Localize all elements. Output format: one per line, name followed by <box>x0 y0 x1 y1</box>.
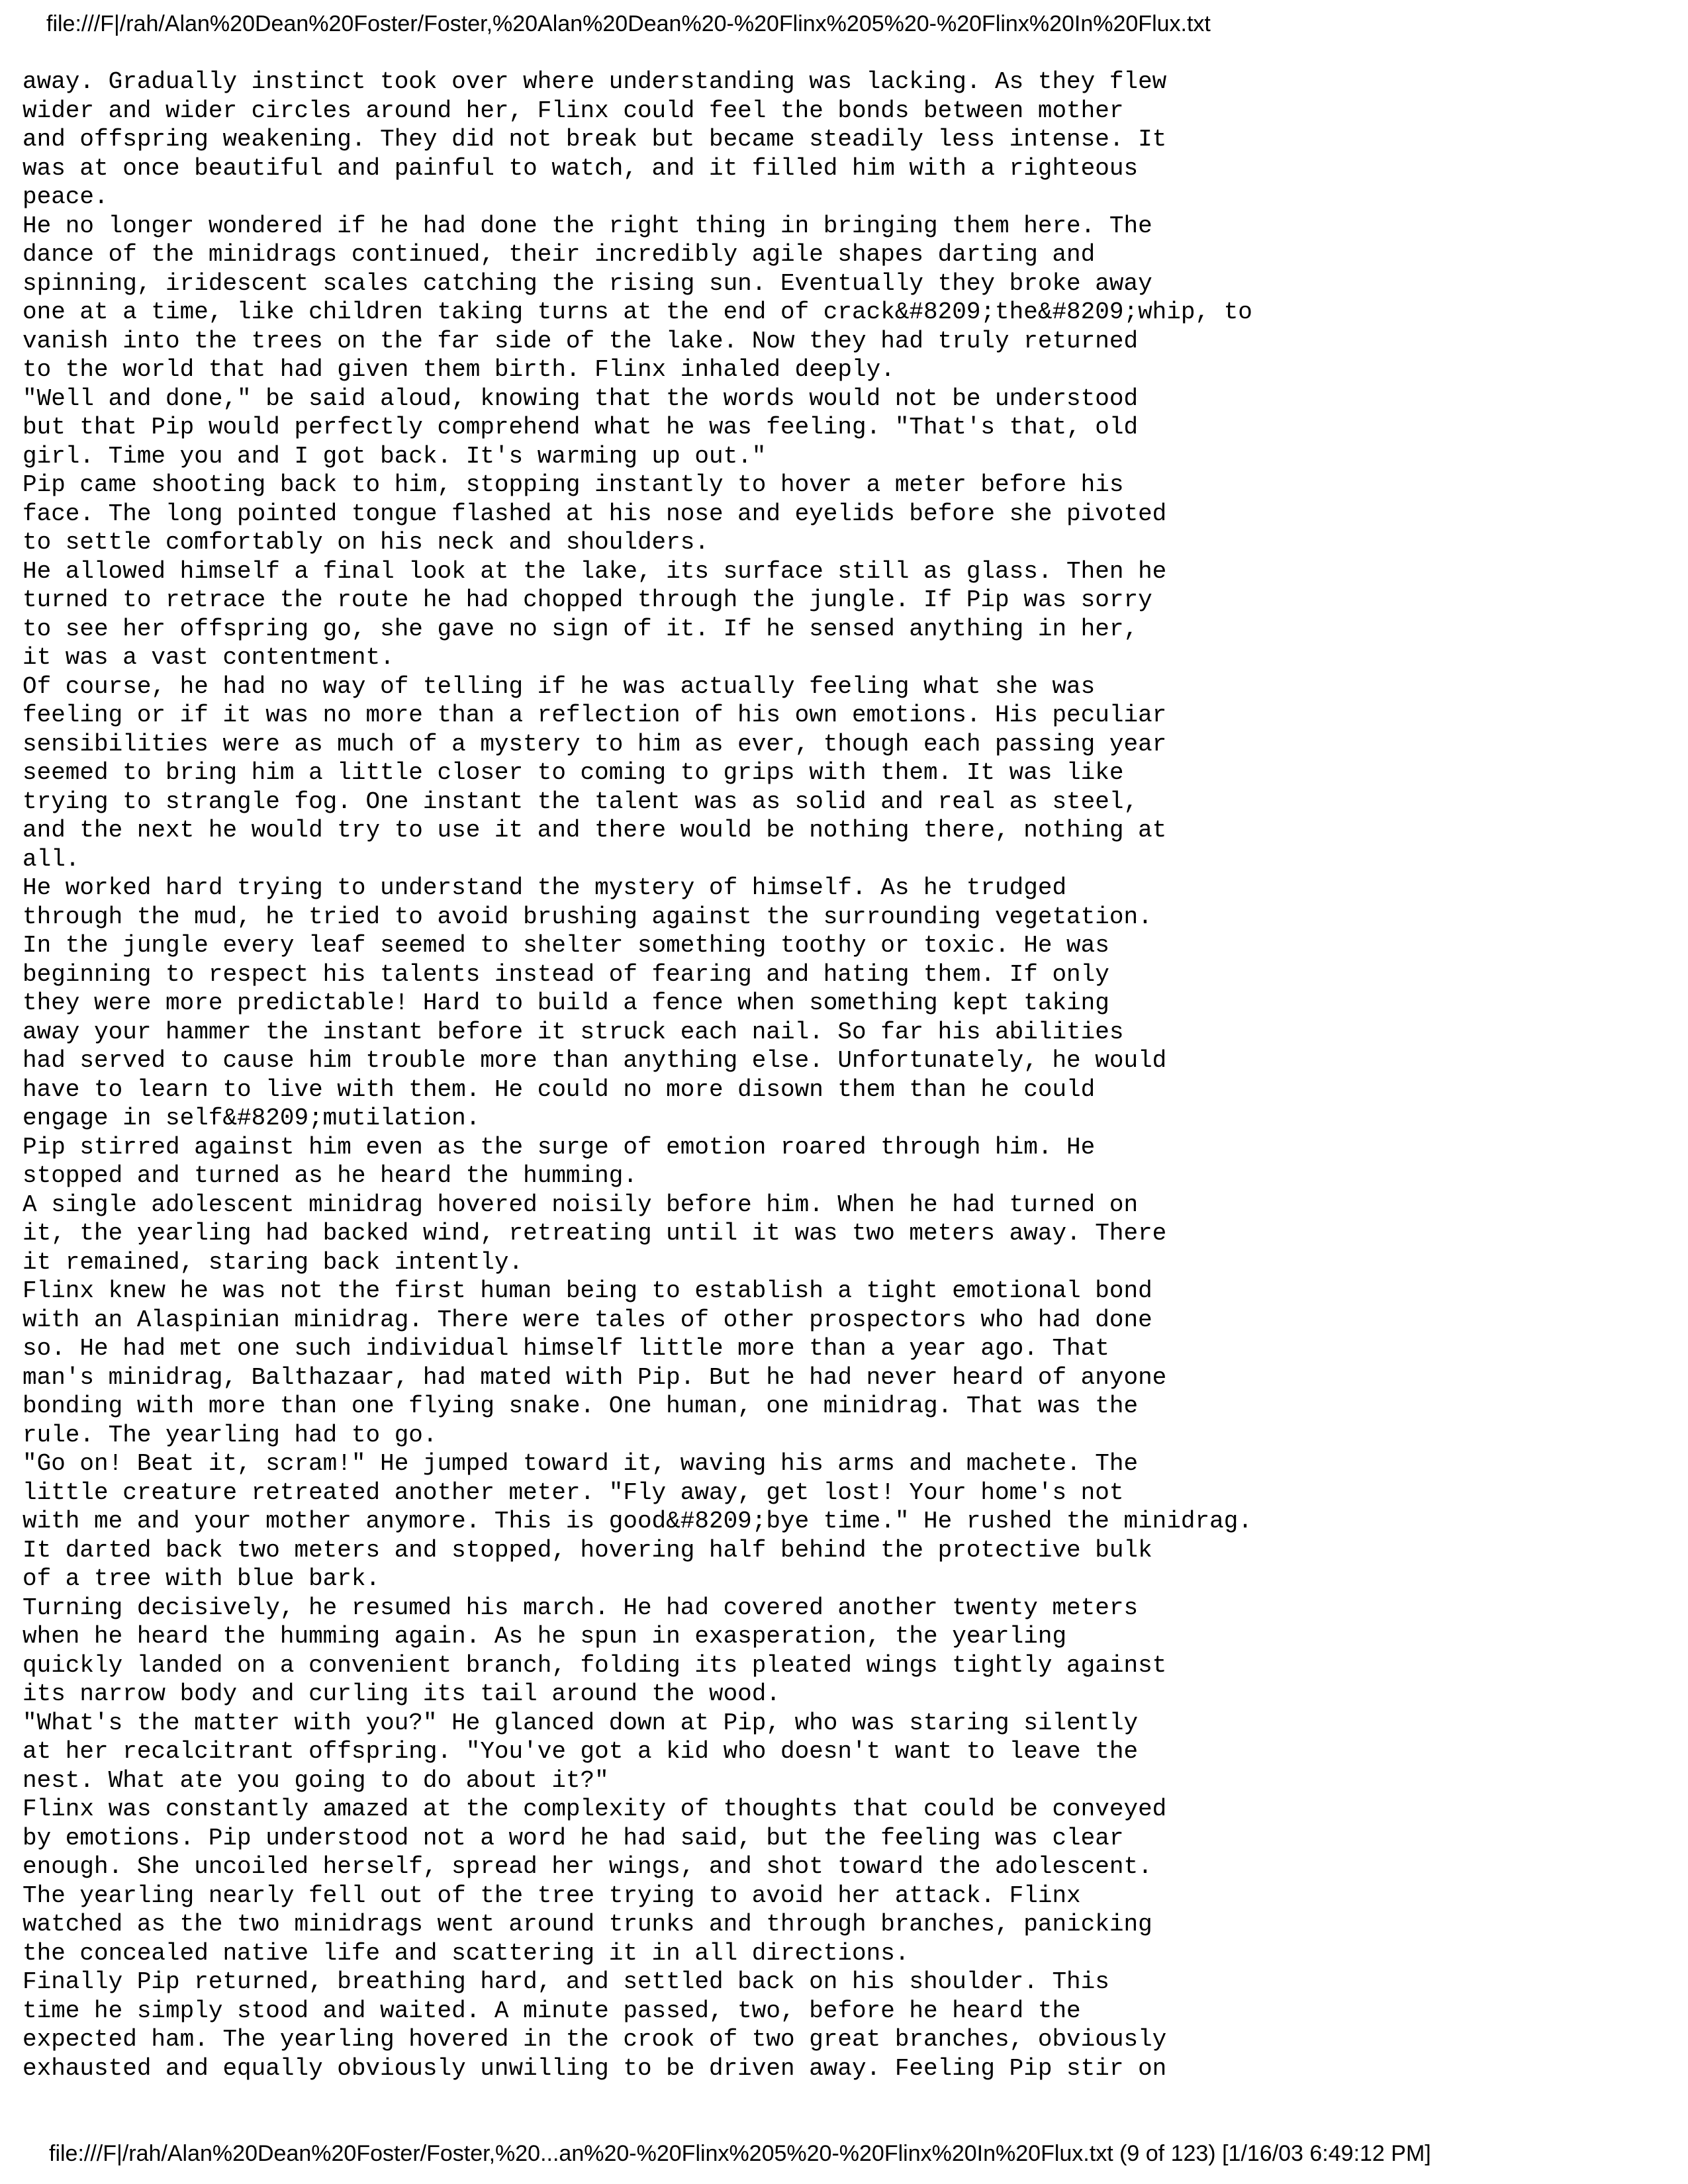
text-line: it remained, staring back intently. <box>23 1248 524 1276</box>
text-line: nest. What ate you going to do about it?" <box>23 1766 609 1794</box>
text-line: beginning to respect his talents instead of fearing and hating them. If only <box>23 960 1109 988</box>
text-line: by emotions. Pip understood not a word he had said, but the feeling was clear <box>23 1824 1124 1852</box>
text-line: trying to strangle fog. One instant the talent was as solid and real as steel, <box>23 788 1139 815</box>
text-line: turned to retrace the route he had chopped through the jungle. If Pip was sorry <box>23 586 1152 614</box>
text-line: dance of the minidrags continued, their incredibly agile shapes darting and <box>23 241 1096 268</box>
text-line: seemed to bring him a little closer to coming to grips with them. It was like <box>23 759 1124 786</box>
text-line: the concealed native life and scattering it in all directions. <box>23 1939 910 1967</box>
text-line: was at once beautiful and painful to watch, and it filled him with a righteous <box>23 154 1139 182</box>
text-line: Pip came shooting back to him, stopping instantly to hover a meter before his <box>23 471 1124 498</box>
text-line: bonding with more than one flying snake. One human, one minidrag. That was the <box>23 1392 1139 1420</box>
document-text <box>23 68 1252 2083</box>
text-line: quickly landed on a convenient branch, folding its pleated wings tightly against <box>23 1651 1167 1679</box>
text-line: He no longer wondered if he had done the right thing in bringing them here. The <box>23 212 1152 240</box>
text-line: little creature retreated another meter. "Fly away, get lost! Your home's not <box>23 1479 1124 1506</box>
text-line: watched as the two minidrags went around trunks and through branches, panicking <box>23 1911 1152 1938</box>
text-line: one at a time, like children taking turns at the end of crack&#8209;the&#8209;whip, to <box>23 298 1252 326</box>
text-line: have to learn to live with them. He could no more disown them than he could <box>23 1075 1096 1103</box>
text-line: expected ham. The yearling hovered in the crook of two great branches, obviously <box>23 2026 1167 2053</box>
text-line: away your hammer the instant before it struck each nail. So far his abilities <box>23 1018 1124 1046</box>
text-line: man's minidrag, Balthazaar, had mated with Pip. But he had never heard of anyone <box>23 1363 1167 1391</box>
text-line: with me and your mother anymore. This is good&#8209;bye time." He rushed the minidrag. <box>23 1508 1252 1535</box>
text-line: He allowed himself a final look at the lake, its surface still as glass. Then he <box>23 557 1167 585</box>
text-line: "What's the matter with you?" He glanced down at Pip, who was staring silently <box>23 1709 1139 1737</box>
text-line: girl. Time you and I got back. It's warming up out." <box>23 442 767 470</box>
text-line: exhausted and equally obviously unwilling to be driven away. Feeling Pip stir on <box>23 2054 1167 2082</box>
text-line: wider and wider circles around her, Flinx could feel the bonds between mother <box>23 97 1124 124</box>
text-line: Turning decisively, he resumed his march. He had covered another twenty meters <box>23 1594 1139 1621</box>
text-line: its narrow body and curling its tail around the wood. <box>23 1680 780 1707</box>
text-line: of a tree with blue bark. <box>23 1565 381 1592</box>
text-line: rule. The yearling had to go. <box>23 1421 438 1449</box>
text-line: and offspring weakening. They did not break but became steadily less intense. It <box>23 126 1167 153</box>
text-line: vanish into the trees on the far side of the lake. Now they had truly returned <box>23 327 1139 355</box>
text-line: time he simply stood and waited. A minute passed, two, before he heard the <box>23 1997 1081 2025</box>
text-line: It darted back two meters and stopped, hovering half behind the protective bulk <box>23 1536 1152 1564</box>
text-line: they were more predictable! Hard to build a fence when something kept taking <box>23 989 1109 1017</box>
text-line: face. The long pointed tongue flashed at his nose and eyelids before she pivoted <box>23 500 1167 527</box>
text-line: through the mud, he tried to avoid brushing against the surrounding vegetation. <box>23 903 1152 931</box>
text-line: sensibilities were as much of a mystery to him as ever, though each passing year <box>23 730 1167 758</box>
text-line: at her recalcitrant offspring. "You've got a kid who doesn't want to leave the <box>23 1738 1139 1765</box>
text-line: so. He had met one such individual himself little more than a year ago. That <box>23 1335 1109 1362</box>
text-line: to the world that had given them birth. Flinx inhaled deeply. <box>23 356 895 383</box>
text-line: Flinx was constantly amazed at the complexity of thoughts that could be conveyed <box>23 1796 1167 1823</box>
text-line: peace. <box>23 183 109 210</box>
text-line: Pip stirred against him even as the surge of emotion roared through him. He <box>23 1133 1096 1161</box>
text-line: engage in self&#8209;mutilation. <box>23 1105 481 1132</box>
text-line: Of course, he had no way of telling if he was actually feeling what she was <box>23 672 1096 700</box>
text-line: Flinx knew he was not the first human being to establish a tight emotional bond <box>23 1277 1152 1304</box>
text-line: with an Alaspinian minidrag. There were tales of other prospectors who had done <box>23 1306 1152 1334</box>
page-footer: file:///F|/rah/Alan%20Dean%20Foster/Foster,%20...an%20-%20Flinx%205%20-%20Flinx%20In%20Flux.txt (9 of 123) [1/16/03 6:49:12 PM] <box>49 2141 1431 2166</box>
text-line: "Go on! Beat it, scram!" He jumped toward it, waving his arms and machete. The <box>23 1450 1139 1477</box>
text-line: Finally Pip returned, breathing hard, and settled back on his shoulder. This <box>23 1968 1109 1995</box>
text-line: feeling or if it was no more than a reflection of his own emotions. His peculiar <box>23 702 1167 729</box>
page-header-url: file:///F|/rah/Alan%20Dean%20Foster/Foster,%20Alan%20Dean%20-%20Flinx%205%20-%20Flinx%20In%20Flux.txt <box>46 11 1211 36</box>
text-line: The yearling nearly fell out of the tree trying to avoid her attack. Flinx <box>23 1882 1081 1909</box>
text-line: when he heard the humming again. As he spun in exasperation, the yearling <box>23 1623 1067 1650</box>
text-line: enough. She uncoiled herself, spread her wings, and shot toward the adolescent. <box>23 1853 1152 1880</box>
text-line: and the next he would try to use it and there would be nothing there, nothing at <box>23 817 1167 844</box>
text-line: In the jungle every leaf seemed to shelter something toothy or toxic. He was <box>23 932 1109 959</box>
text-line: stopped and turned as he heard the humming. <box>23 1162 637 1189</box>
text-line: to see her offspring go, she gave no sign of it. If he sensed anything in her, <box>23 615 1139 643</box>
text-line: "Well and done," be said aloud, knowing that the words would not be understood <box>23 385 1139 412</box>
text-line: but that Pip would perfectly comprehend what he was feeling. "That's that, old <box>23 414 1139 441</box>
text-line: A single adolescent minidrag hovered noisily before him. When he had turned on <box>23 1191 1139 1218</box>
text-line: it was a vast contentment. <box>23 644 395 671</box>
text-line: to settle comfortably on his neck and shoulders. <box>23 529 709 556</box>
text-line: it, the yearling had backed wind, retreating until it was two meters away. There <box>23 1220 1167 1247</box>
text-line: away. Gradually instinct took over where understanding was lacking. As they flew <box>23 68 1167 95</box>
text-line: had served to cause him trouble more than anything else. Unfortunately, he would <box>23 1047 1167 1074</box>
text-line: all. <box>23 845 80 873</box>
text-line: He worked hard trying to understand the mystery of himself. As he trudged <box>23 874 1067 901</box>
text-line: spinning, iridescent scales catching the rising sun. Eventually they broke away <box>23 269 1152 297</box>
